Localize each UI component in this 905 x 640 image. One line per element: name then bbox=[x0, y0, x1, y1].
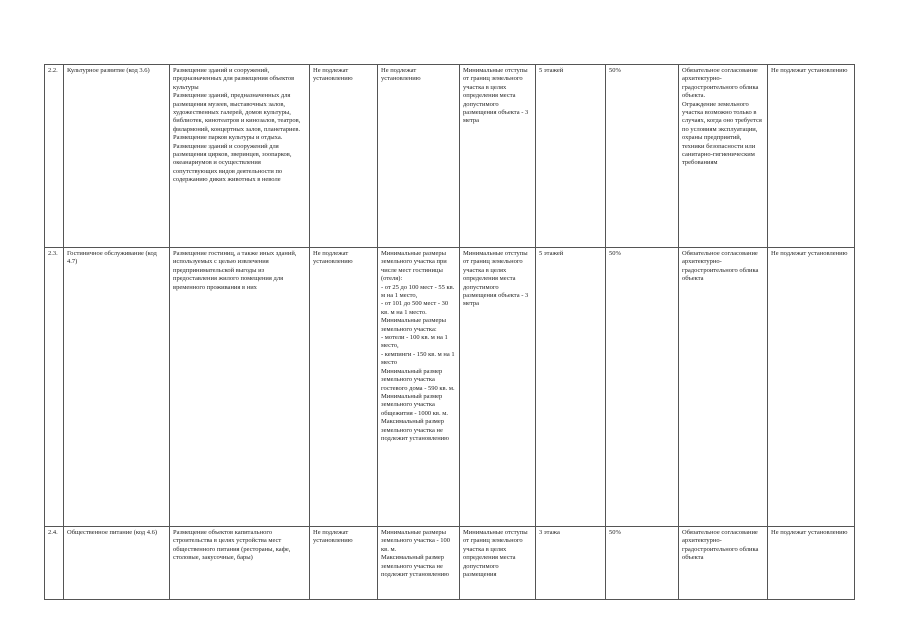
land-use-name: Общественное питание (код 4.6) bbox=[64, 527, 170, 600]
table-row bbox=[45, 65, 855, 248]
setbacks-cell: Минимальные отступы от границ земельного участка в целях определения места допустимого размещения bbox=[460, 527, 536, 600]
table-row bbox=[45, 527, 855, 600]
plot-size-cell: Минимальные размеры земельного участка при числе мест гостиницы (отеля): - от 25 до 100 мест - 55 кв. м на 1 место, - от 101 до 500 мест - 30 кв. м на 1 место. Минимальные размеры земельного участка: - мотели - 100 кв. м на 1 место, - кемпинги - 150 кв. м на 1 место Минимальный размер земельного участка гостевого дома - 590 кв. м. Минимальный размер земельного участка общежития - 1000 кв. м. Максимальный размер земельного участка не подлежит установлению bbox=[378, 248, 460, 527]
setbacks-cell: Минимальные отступы от границ земельного участка в целях определения места допустимого размещения объекта - 3 метра bbox=[460, 65, 536, 248]
table-row bbox=[45, 248, 855, 527]
land-use-description: Размещение объектов капитального строительства в целях устройства мест общественного питания (рестораны, кафе, столовые, закусочные, бары) bbox=[170, 527, 310, 600]
row-number: 2.3. bbox=[45, 248, 64, 527]
coverage-percent-cell: 50% bbox=[606, 248, 679, 527]
land-use-description: Размещение зданий и сооружений, предназначенных для размещения объектов культуры Размещение зданий, предназначенных для размещения музеев, выставочных залов, художественных галерей, домов культуры, библиотек, кинотеатров и кинозалов, театров, филармоний, концертных залов, планетариев. Размещение парков культуры и отдыха. Размещение зданий и сооружений для размещения цирков, зверинцев, зоопарков, океанариумов и осуществления сопутствующих видов деятельности по содержанию диких животных в неволе bbox=[170, 65, 310, 248]
row-number: 2.4. bbox=[45, 527, 64, 600]
conditions-cell: Обязательное согласование архитектурно-градостроительного облика объекта. Ограждение земельного участка возможно только в случаях, когда оно требуется по условиям эксплуатации, охраны предприятий, техники безопасности или санитарно-гигиеническим требованиям bbox=[679, 65, 768, 248]
plot-size-cell: Не подлежат установлению bbox=[378, 65, 460, 248]
land-use-name: Гостиничное обслуживание (код 4.7) bbox=[64, 248, 170, 527]
parameter-cell: Не подлежат установлению bbox=[310, 248, 378, 527]
plot-size-cell: Минимальные размеры земельного участка - 100 кв. м. Максимальный размер земельного участка не подлежит установлению bbox=[378, 527, 460, 600]
last-parameter-cell: Не подлежат установлению bbox=[768, 248, 855, 527]
conditions-cell: Обязательное согласование архитектурно-градостроительного облика объекта bbox=[679, 248, 768, 527]
regulations-table bbox=[44, 64, 855, 600]
conditions-cell: Обязательное согласование архитектурно-градостроительного облика объекта bbox=[679, 527, 768, 600]
row-number: 2.2. bbox=[45, 65, 64, 248]
parameter-cell: Не подлежат установлению bbox=[310, 527, 378, 600]
parameter-cell: Не подлежат установлению bbox=[310, 65, 378, 248]
land-use-description: Размещение гостиниц, а также иных зданий, используемых с целью извлечения предпринимательской выгоды из предоставления жилого помещения для временного проживания в них bbox=[170, 248, 310, 527]
coverage-percent-cell: 50% bbox=[606, 527, 679, 600]
last-parameter-cell: Не подлежат установлению bbox=[768, 527, 855, 600]
floors-cell: 3 этажа bbox=[536, 527, 606, 600]
setbacks-cell: Минимальные отступы от границ земельного участка в целях определения места допустимого размещения объекта - 3 метра bbox=[460, 248, 536, 527]
floors-cell: 5 этажей bbox=[536, 65, 606, 248]
floors-cell: 5 этажей bbox=[536, 248, 606, 527]
last-parameter-cell: Не подлежат установлению bbox=[768, 65, 855, 248]
land-use-name: Культурное развитие (код 3.6) bbox=[64, 65, 170, 248]
coverage-percent-cell: 50% bbox=[606, 65, 679, 248]
